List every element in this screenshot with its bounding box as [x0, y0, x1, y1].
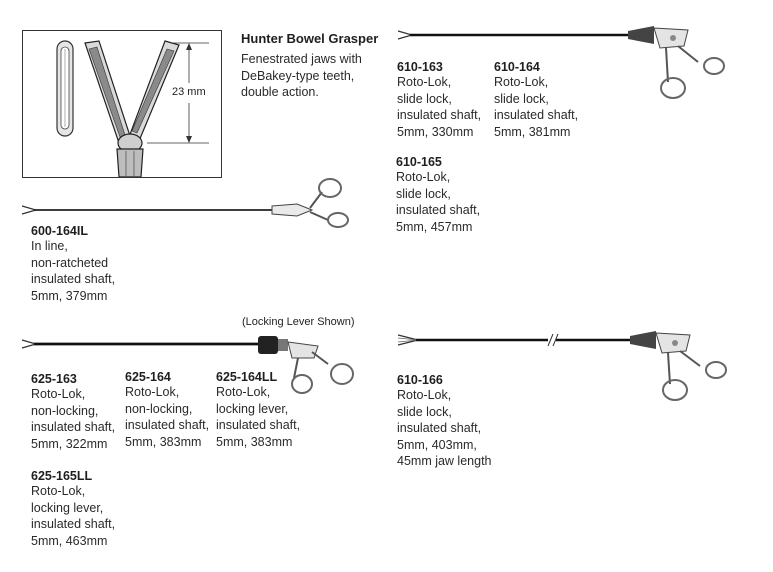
locking-lever-caption: (Locking Lever Shown) [242, 316, 355, 328]
item-code: 625-163 [31, 372, 77, 386]
catalog-entry-610-163 [397, 60, 481, 140]
item-description [31, 238, 115, 304]
item-code: 610-164 [494, 60, 540, 74]
desc-line: 5mm, 383mm [216, 434, 293, 449]
item-code: 625-164 [125, 370, 171, 384]
desc-line: 5mm, 457mm [396, 219, 473, 234]
desc-line: Roto-Lok, [31, 387, 86, 401]
desc-line: slide lock, [494, 91, 549, 106]
desc-line: 5mm, 379mm [31, 288, 108, 303]
desc-line: 5mm, 330mm [397, 124, 474, 139]
desc-line: locking lever, [31, 500, 104, 515]
desc-line: slide lock, [397, 404, 452, 419]
item-code: 610-166 [397, 373, 443, 387]
description-line: double action. [241, 85, 319, 100]
desc-line: Roto-Lok, [31, 484, 86, 498]
product-title: Hunter Bowel Grasper [241, 31, 379, 46]
catalog-entry-625-165LL [31, 469, 115, 549]
catalog-entry-625-164 [125, 370, 209, 450]
desc-line: insulated shaft, [31, 420, 116, 435]
desc-line: Roto-Lok, [125, 385, 180, 399]
desc-line: insulated shaft, [216, 418, 301, 433]
item-description [125, 384, 209, 450]
desc-line: non-locking, [125, 401, 193, 416]
desc-line: Roto-Lok, [494, 75, 549, 89]
catalog-entry-610-166 [397, 373, 492, 470]
jaw-detail-illustration [22, 30, 222, 178]
item-code: 610-165 [396, 155, 442, 169]
desc-line: Roto-Lok, [396, 170, 451, 184]
item-code: 625-165LL [31, 469, 93, 483]
desc-line: insulated shaft, [31, 517, 116, 532]
desc-line: 5mm, 381mm [494, 124, 571, 139]
item-description [397, 74, 481, 140]
desc-line: locking lever, [216, 401, 289, 416]
item-code: 610-163 [397, 60, 443, 74]
catalog-entry-610-165 [396, 155, 480, 235]
dimension-label: 23 mm [172, 86, 206, 98]
desc-line: Roto-Lok, [216, 385, 271, 399]
item-description [216, 384, 300, 450]
product-description [241, 51, 362, 101]
desc-line: insulated shaft, [397, 108, 482, 123]
desc-line: slide lock, [397, 91, 452, 106]
desc-line: insulated shaft, [397, 421, 482, 436]
desc-line: insulated shaft, [31, 272, 116, 287]
desc-line: Roto-Lok, [397, 75, 452, 89]
desc-line: non-ratcheted [31, 255, 109, 270]
desc-line: Roto-Lok, [397, 388, 452, 402]
item-description [397, 387, 492, 470]
catalog-entry-600-164IL [31, 224, 115, 304]
description-line: Fenestrated jaws with [241, 52, 362, 66]
item-description [31, 483, 115, 549]
catalog-entry-610-164 [494, 60, 578, 140]
desc-line: 5mm, 463mm [31, 533, 108, 548]
desc-line: 5mm, 322mm [31, 436, 108, 451]
desc-line: insulated shaft, [494, 108, 579, 123]
item-description [494, 74, 578, 140]
catalog-entry-625-163 [31, 372, 115, 452]
desc-line: In line, [31, 239, 68, 253]
item-code: 600-164IL [31, 224, 88, 238]
desc-line: 45mm jaw length [397, 454, 492, 469]
jaw-detail-drawing [23, 31, 221, 177]
desc-line: insulated shaft, [396, 203, 481, 218]
item-description [31, 386, 115, 452]
desc-line: slide lock, [396, 186, 451, 201]
description-line: DeBakey-type teeth, [241, 68, 355, 83]
desc-line: non-locking, [31, 403, 99, 418]
desc-line: insulated shaft, [125, 418, 210, 433]
instrument-600-164IL-illustration [22, 176, 352, 226]
item-code: 625-164LL [216, 370, 278, 384]
item-description [396, 169, 480, 235]
desc-line: 5mm, 403mm, [397, 437, 477, 452]
catalog-entry-625-164LL [216, 370, 300, 450]
desc-line: 5mm, 383mm [125, 434, 202, 449]
